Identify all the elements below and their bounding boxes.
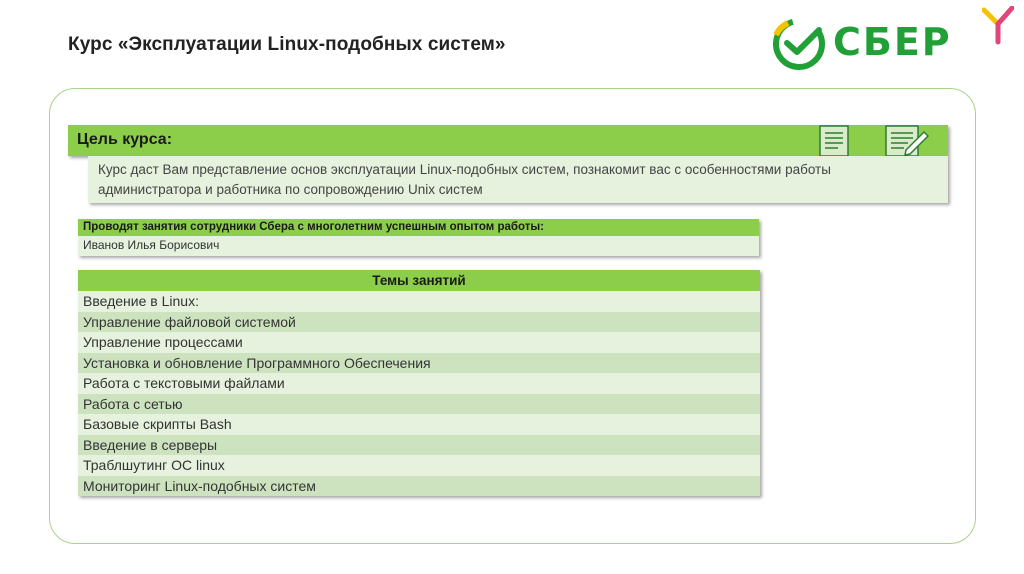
topic-row: Введение в серверы (78, 435, 760, 456)
topic-row: Установка и обновление Программного Обеспечения (78, 353, 760, 374)
document-edit-icon (884, 124, 932, 158)
corner-brand-mark-icon (982, 6, 1014, 46)
topics-table (78, 270, 760, 496)
topic-row: Управление файловой системой (78, 312, 760, 333)
topics-header: Темы занятий (78, 270, 760, 291)
topic-row: Введение в Linux: (78, 291, 760, 312)
topic-row: Мониторинг Linux-подобных систем (78, 476, 760, 497)
sber-logo-mark-icon (770, 15, 828, 73)
goal-description-box (88, 156, 948, 203)
sber-logo (768, 12, 978, 76)
topic-row: Работа с сетью (78, 394, 760, 415)
document-icon (818, 124, 854, 158)
topic-row: Траблшутинг ОС linux (78, 455, 760, 476)
goal-header (68, 125, 948, 156)
instructor-name: Иванов Илья Борисович (78, 236, 759, 256)
instructors-table (78, 219, 759, 256)
topic-row: Базовые скрипты Bash (78, 414, 760, 435)
topic-row: Работа с текстовыми файлами (78, 373, 760, 394)
instructors-header: Проводят занятия сотрудники Сбера с многолетним успешным опытом работы: (78, 219, 759, 236)
page-title: Курс «Эксплуатации Linux-подобных систем» (68, 34, 506, 55)
sber-logo-text: СБЕР (833, 20, 952, 64)
topic-row: Управление процессами (78, 332, 760, 353)
goal-header-label: Цель курса: (77, 131, 173, 148)
goal-description: Курс даст Вам представление основ эксплуатации Linux-подобных систем, познакомит вас с особенностями работы администратора и работника по сопровождению Unix систем (98, 162, 831, 197)
